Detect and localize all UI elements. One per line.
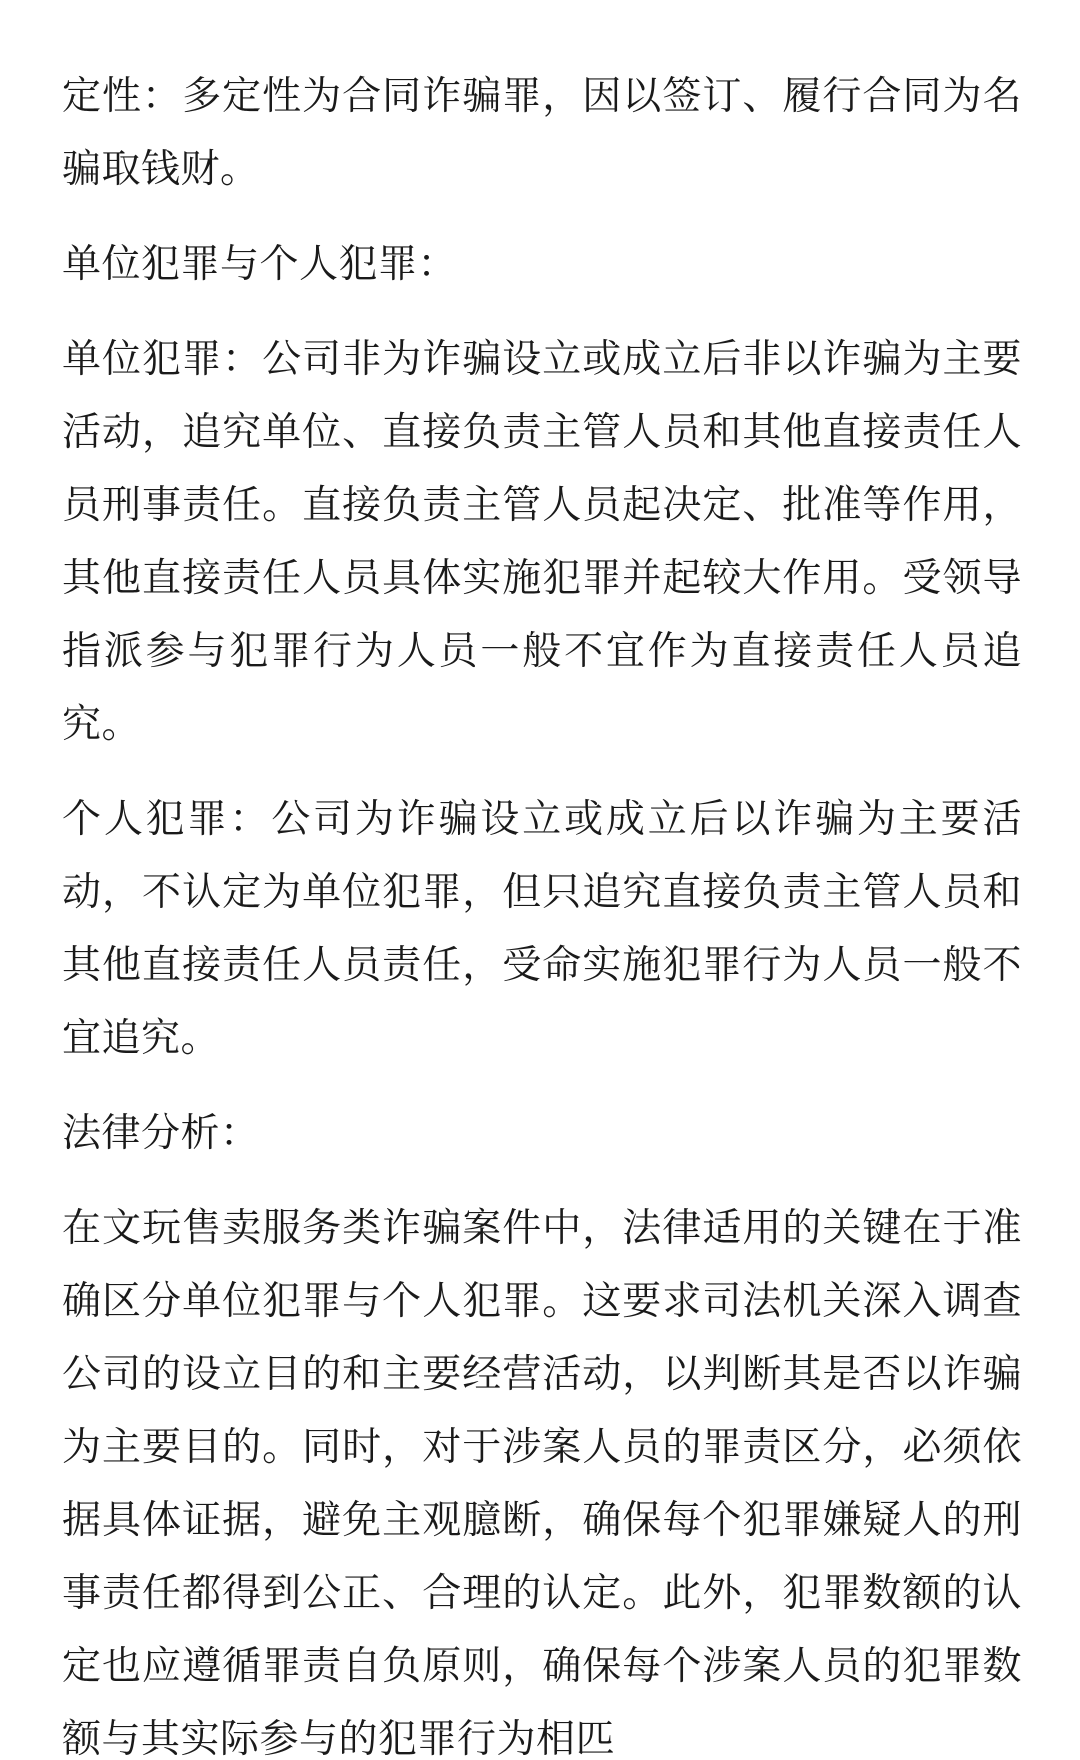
paragraph-individual-crime: 个人犯罪：公司为诈骗设立或成立后以诈骗为主要活动，不认定为单位犯罪，但只追究直接负责主管人员和其他直接责任人员责任，受命实施犯罪行为人员一般不宜追究。	[62, 797, 1022, 1061]
paragraph-heading-legal-analysis: 法律分析：	[62, 1111, 260, 1156]
paragraph-heading-unit-vs-individual: 单位犯罪与个人犯罪：	[62, 242, 458, 287]
paragraph-nature: 定性：多定性为合同诈骗罪，因以签订、履行合同为名骗取钱财。	[62, 74, 1022, 192]
paragraph-legal-analysis: 在文玩售卖服务类诈骗案件中，法律适用的关键在于准确区分单位犯罪与个人犯罪。这要求司法机关深入调查公司的设立目的和主要经营活动，以判断其是否以诈骗为主要目的。同时，对于涉案人员的罪责区分，必须依据具体证据，避免主观臆断，确保每个犯罪嫌疑人的刑事责任都得到公正、合理的认定。此外，犯罪数额的认定也应遵循罪责自负原则，确保每个涉案人员的犯罪数额与其实际参与的犯罪行为相匹	[62, 1206, 1022, 1760]
paragraph-unit-crime: 单位犯罪：公司非为诈骗设立或成立后非以诈骗为主要活动，追究单位、直接负责主管人员和其他直接责任人员刑事责任。直接负责主管人员起决定、批准等作用，其他直接责任人员具体实施犯罪并起较大作用。受领导指派参与犯罪行为人员一般不宜作为直接责任人员追究。	[62, 337, 1022, 747]
